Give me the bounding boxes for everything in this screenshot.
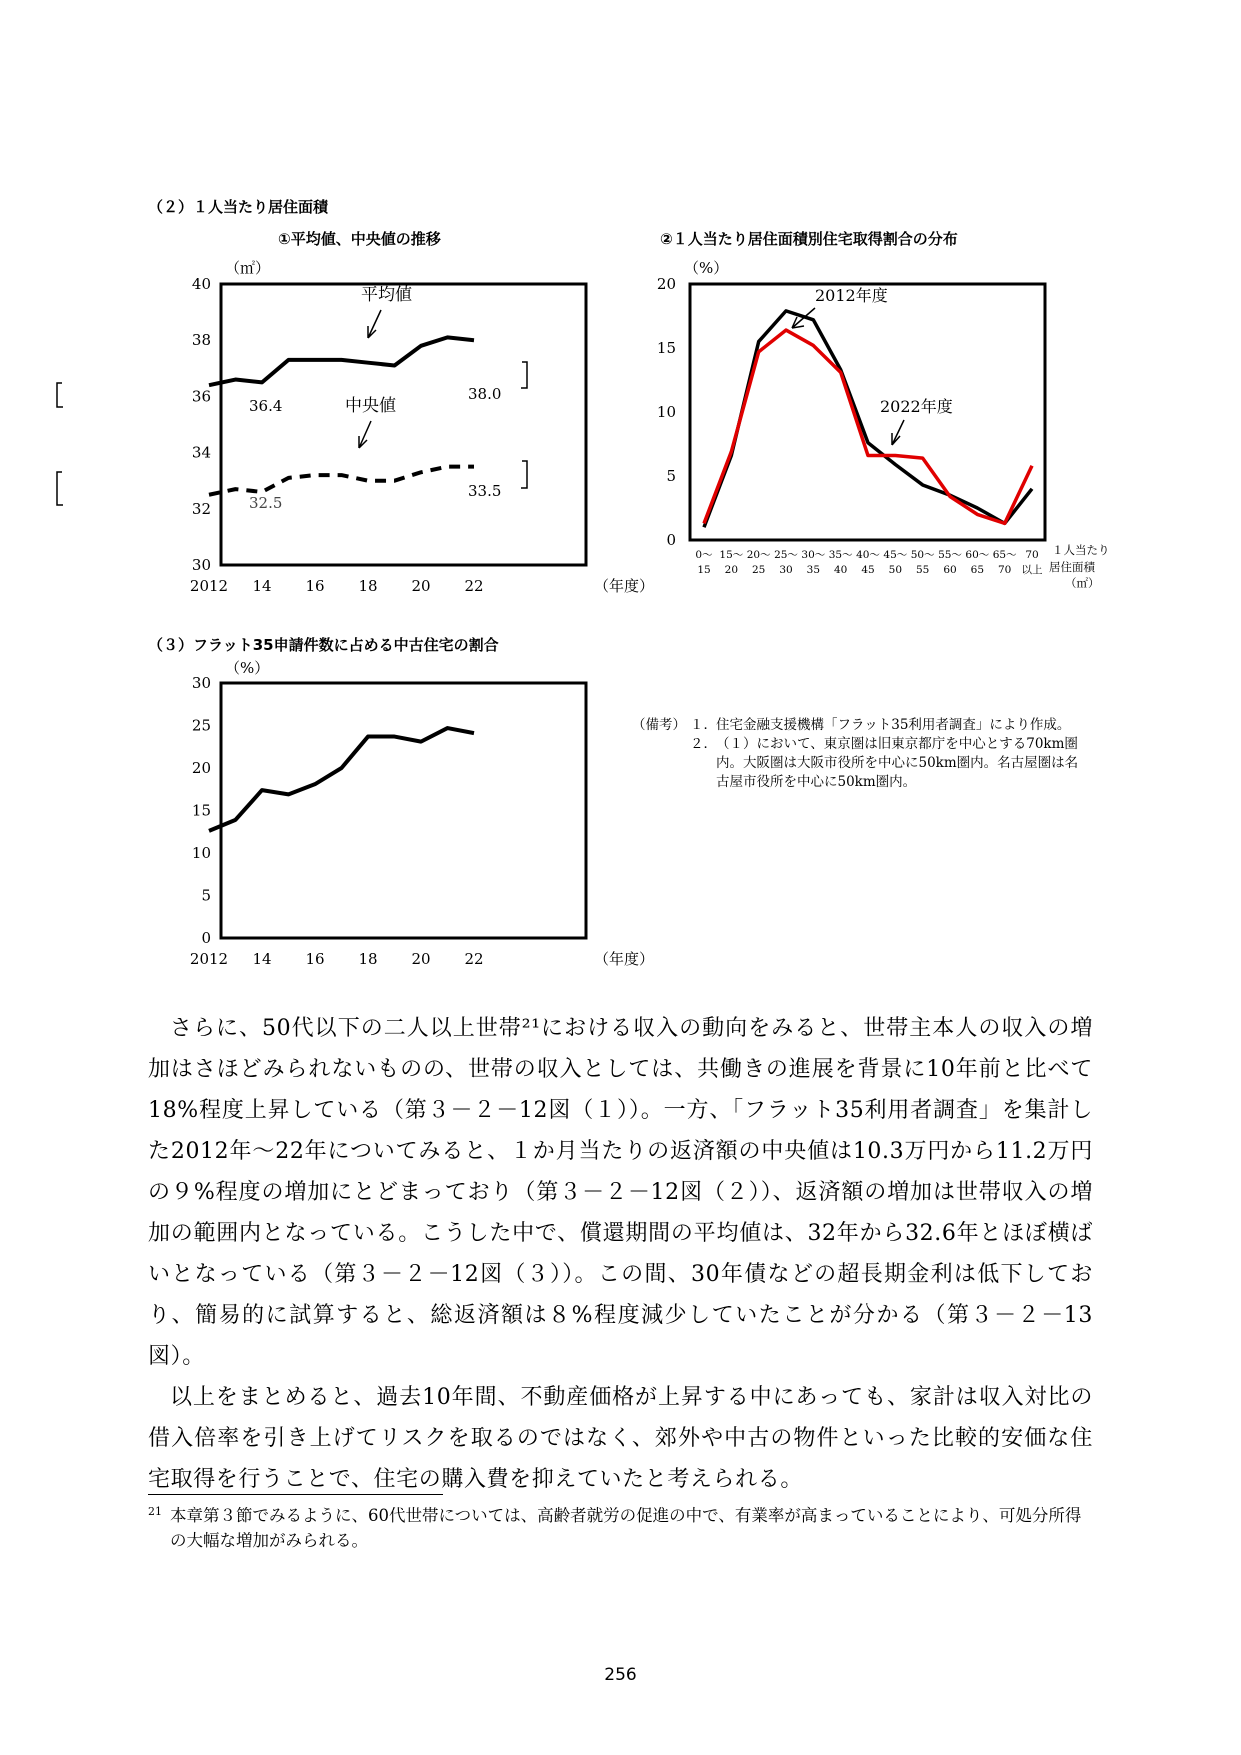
notes [632,716,1084,792]
x-tick-label-top: 55～ [938,549,962,561]
x-unit-label: （年度） [594,577,655,595]
series-line-0 [209,728,474,831]
y-tick-label: 30 [191,556,211,574]
label-end-mean: 38.0 [468,385,502,403]
x-tick-label: 2012 [189,577,229,595]
x-tick-label-bottom: 20 [724,564,739,576]
x-tick-label: 14 [252,950,272,968]
x-tick-label-bottom: 35 [806,564,821,576]
notes-label: （備考） [632,717,686,733]
x-tick-label: 20 [411,577,431,595]
bracket-end-median [521,461,527,488]
note-text: 住宅金融支援機構「フラット35利用者調査」により作成。 [716,717,1071,733]
note-number: ２． [690,736,717,752]
x-tick-label-top: 20～ [746,549,771,561]
page-number: 256 [604,1665,637,1685]
x-tick-label-bottom: 70 [997,564,1012,576]
x-tick-label: 16 [305,577,325,595]
y-tick-label: 5 [201,886,211,905]
x-tick-label: 22 [464,577,484,595]
x-tick-label-bottom: 30 [779,564,793,576]
chart-1-title: ①平均値、中央値の推移 [278,230,441,248]
x-tick-label-bottom: 50 [888,564,903,576]
x-tick-label-bottom: 25 [751,564,766,576]
chart-1-frame [221,284,586,565]
chart-2-title: ②１人当たり居住面積別住宅取得割合の分布 [660,230,958,248]
y-tick-label: 10 [191,844,211,862]
bracket-start-mean [57,383,63,407]
y-tick-label: 15 [656,339,676,357]
mean-median-chart [175,258,655,595]
y-tick-label: 20 [191,759,211,777]
x-tick-label-top: 50～ [910,549,935,561]
arrow-median [359,421,371,448]
x-tick-label-bottom: 55 [915,564,930,576]
footnote-rule [148,1494,443,1495]
note-number: １． [690,717,717,733]
x-tick-label-top: 40～ [856,549,880,561]
series-line-1 [209,467,474,495]
x-tick-label-top: 15～ [719,549,744,561]
paragraph: 以上をまとめると、過去10年間、不動産価格が上昇する中にあっても、家計は収入対比の借入倍率を引き上げてリスクを取るのではなく、郊外や中古の物件といった比較的安価な住宅取得を行うことで、住宅の購入費を抑えていたと考えられる。 [148,1385,1093,1492]
y-tick-label: 15 [191,801,211,820]
x-tick-label-top: 30～ [801,549,826,561]
arrow-2022 [892,420,904,445]
used-share-chart [175,658,655,968]
label-end-median: 33.5 [468,482,502,500]
bracket-start-median [57,472,63,505]
y-tick-label: 5 [666,467,676,485]
arrow-mean [368,310,381,338]
x-tick-label-top: 35～ [828,549,853,561]
bracket-end-mean [521,362,527,388]
x-tick-label-bottom: 40 [833,564,848,576]
footnote-number: 21 [148,1505,162,1518]
y-tick-label: 38 [191,331,211,350]
body-text [148,1008,1093,1500]
series-label-median: 中央値 [345,396,396,416]
label-start-mean: 36.4 [249,397,283,415]
paragraph: さらに、50代以下の二人以上世帯²¹における収入の動向をみると、世帯主本人の収入の増加はさほどみられないものの、世帯の収入としては、共働きの進展を背景に10年前と比べて18%程度上昇している（第３－２－12図（１））。一方、「フラット35利用者調査」を集計した2012年～22年についてみると、１か月当たりの返済額の中央値は10.3万円から11.2万円の９%程度の増加にとどまっており（第３－２－12図（２））、返済額の増加は世帯収入の増加の範囲内となっている。こうした中で、償還期間の平均値は、32年から32.6年とほぼ横ばいとなっている（第３－２－12図（３））。この間、30年債などの超長期金利は低下しており、簡易的に試算すると、総返済額は８%程度減少していたことが分かる（第３－２－13図）。 [148,1016,1093,1369]
footnote [148,1503,1093,1553]
y-tick-label: 36 [191,387,211,406]
y-tick-label: 10 [656,403,676,421]
y-tick-label: 34 [191,443,211,462]
x-axis-label-line2: 居住面積 [1049,560,1095,574]
x-tick-label-bottom: 45 [861,564,875,576]
x-tick-label-bottom: 以上 [1021,564,1043,576]
x-tick-label-bottom: 15 [697,564,711,576]
x-tick-label-bottom: 65 [970,564,985,576]
y-tick-label: 20 [656,275,676,293]
x-tick-label-top: 65～ [992,549,1017,561]
chart-3-unit: （%） [225,659,270,677]
series-label-2012: 2012年度 [815,286,888,305]
series-label-mean: 平均値 [361,285,412,305]
x-axis-label-line3: （㎡） [1065,576,1100,590]
distribution-chart [640,258,1110,603]
y-tick-label: 30 [191,674,211,692]
y-tick-label: 40 [191,275,211,293]
series-line-0 [704,311,1032,527]
x-tick-label-top: 0～ [695,549,713,561]
x-tick-label: 14 [252,577,272,595]
x-tick-label: 18 [358,950,378,968]
y-tick-label: 0 [666,531,676,549]
chart-2-unit: （%） [684,259,729,277]
series-label-2022: 2022年度 [880,397,953,416]
label-start-median: 32.5 [249,494,283,512]
x-tick-label: 16 [305,950,325,968]
section-3-title: （３）フラット35申請件数に占める中古住宅の割合 [148,636,499,654]
chart-3-frame [221,683,586,938]
x-tick-label-top: 25～ [774,549,798,561]
x-unit-label: （年度） [594,950,655,968]
x-tick-label: 20 [411,950,431,968]
note-text: （１）において、東京圏は旧東京都庁を中心とする70km圏内。大阪圏は大阪市役所を中心に50km圏内。名古屋圏は名古屋市役所を中心に50km圏内。 [716,736,1079,790]
x-axis-label-line1: １人当たり [1052,543,1110,557]
x-tick-label: 22 [464,950,484,968]
y-tick-label: 32 [191,499,211,518]
section-2-title: （２）１人当たり居住面積 [148,198,329,216]
footnote-text: 本章第３節でみるように、60代世帯については、高齢者就労の促進の中で、有業率が高まっていることにより、可処分所得の大幅な増加がみられる。 [170,1506,1082,1550]
x-tick-label-top: 60～ [965,549,990,561]
series-line-0 [209,337,474,385]
x-tick-label: 18 [358,577,378,595]
x-tick-label-top: 70 [1025,549,1039,561]
chart-1-unit: （㎡） [225,259,271,277]
x-tick-label-bottom: 60 [943,564,957,576]
x-tick-label: 2012 [189,950,229,968]
y-tick-label: 25 [191,716,211,735]
x-tick-label-top: 45～ [883,549,908,561]
y-tick-label: 0 [201,929,211,947]
